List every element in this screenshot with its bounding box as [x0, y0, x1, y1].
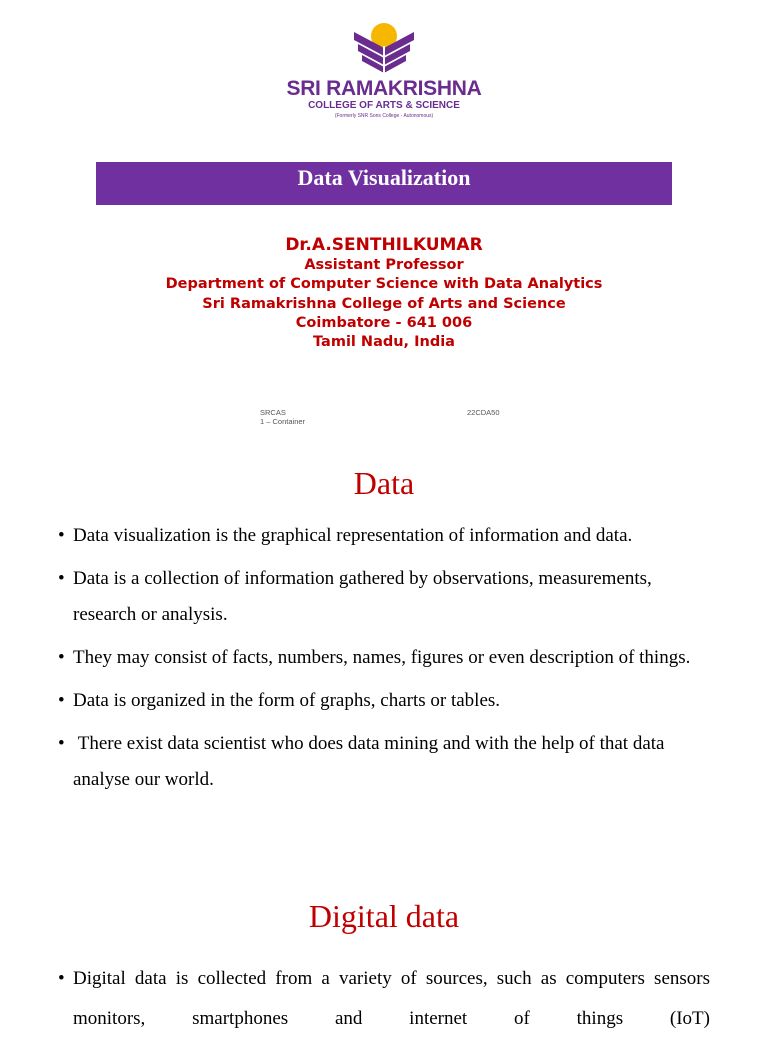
list-item: • Data visualization is the graphical representation of information and data. — [58, 518, 710, 554]
section-title-digital-data: Digital data — [308, 898, 460, 934]
digital-bullet-list — [58, 959, 710, 1046]
data-bullet-list — [58, 518, 710, 805]
bullet-icon: • — [58, 690, 65, 711]
college-logo — [0, 18, 768, 120]
author-city: Coimbatore - 641 006 — [295, 314, 473, 331]
bullet-icon: • — [58, 525, 65, 546]
author-department: Department of Computer Science with Data Analytics — [165, 276, 603, 293]
book-sun-logo-icon — [352, 18, 416, 76]
section-title-data: Data — [353, 465, 415, 501]
author-name: Dr.A.SENTHILKUMAR — [285, 235, 483, 255]
footer-unit: 1 – Container — [260, 417, 306, 426]
list-item: • Digital data is collected from a variety of sources, such as computers sensors monitors, smartphones and internet of things (IoT) — [58, 959, 710, 1039]
author-designation: Assistant Professor — [304, 257, 464, 273]
footer-left — [260, 408, 305, 426]
author-college: Sri Ramakrishna College of Arts and Science — [202, 295, 566, 312]
list-item: • Data is a collection of information gathered by observations, measurements, research or analysis. — [58, 561, 710, 633]
logo-subtitle: COLLEGE OF ARTS & SCIENCE — [308, 100, 460, 111]
footer-course-code: 22CDA50 — [467, 408, 500, 417]
bullet-icon: • — [58, 733, 65, 754]
author-state: Tamil Nadu, India — [313, 334, 455, 351]
bullet-icon: • — [58, 968, 65, 989]
title-bar: Data Visualization — [96, 162, 672, 205]
list-item: • There exist data scientist who does data mining and with the help of that data analyse our world. — [58, 726, 710, 798]
logo-name: SRI RAMAKRISHNA — [286, 77, 482, 100]
logo-tagline: (Formerly SNR Sons College - Autonomous) — [334, 113, 434, 119]
bullet-icon: • — [58, 647, 65, 668]
footer-institution: SRCAS — [260, 408, 286, 417]
list-item: • They may consist of facts, numbers, names, figures or even description of things. — [58, 640, 710, 676]
list-item: • Data is organized in the form of graphs, charts or tables. — [58, 683, 710, 719]
author-block — [0, 234, 768, 352]
bullet-icon: • — [58, 568, 65, 589]
